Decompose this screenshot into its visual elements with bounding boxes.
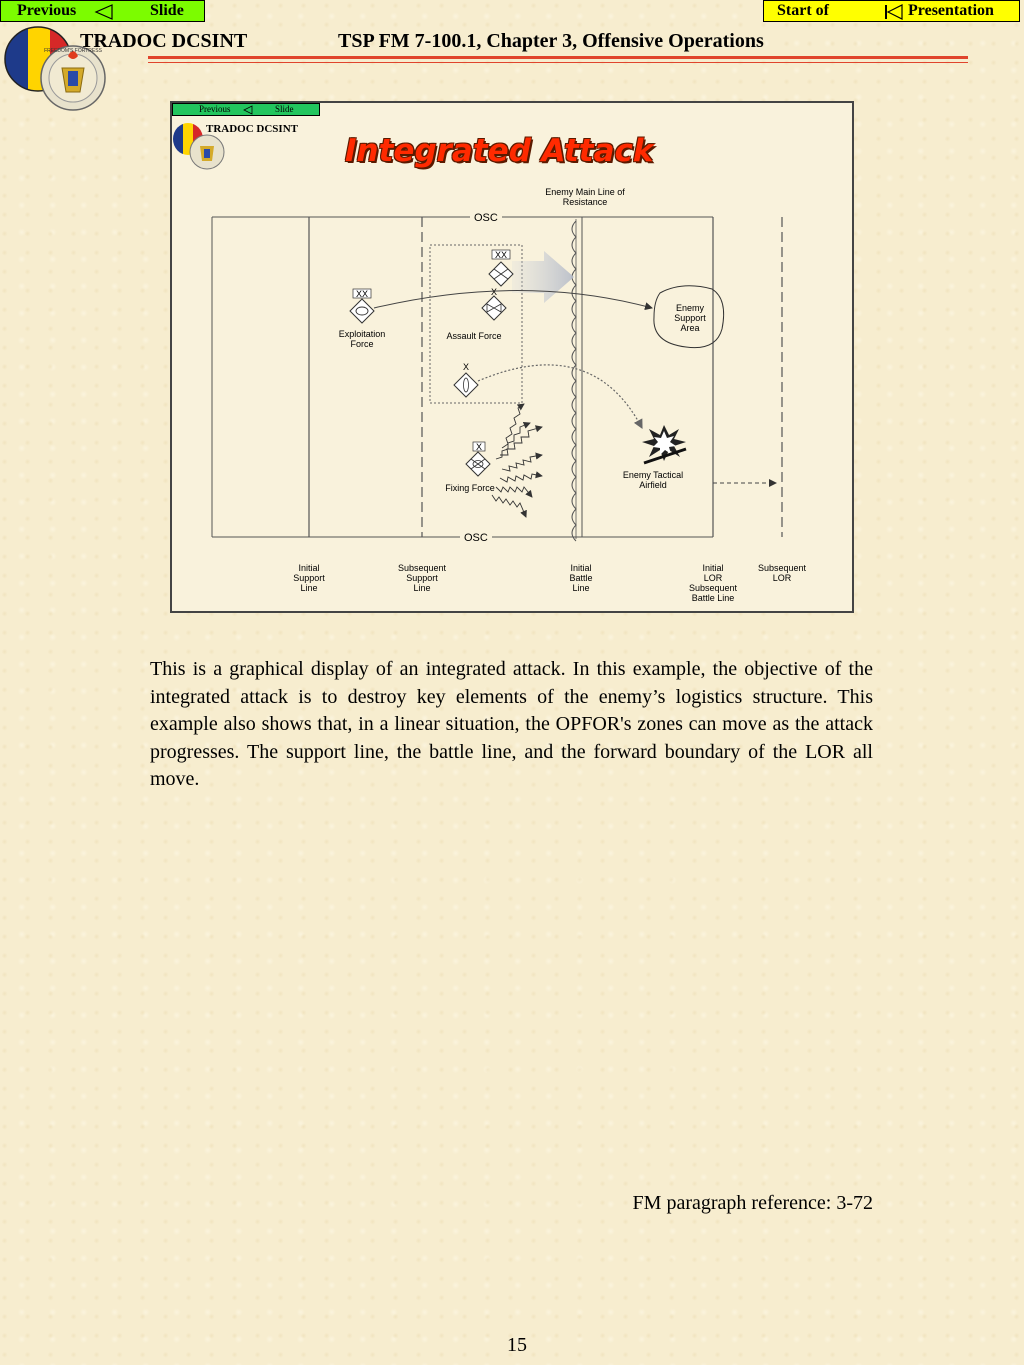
svg-text:FREEDOM'S FORTRESS: FREEDOM'S FORTRESS [44,48,102,54]
assault-force-brigade-symbol [482,296,506,320]
fm-paragraph-reference: FM paragraph reference: 3-72 [632,1192,873,1214]
assault-echelon-mid: X [490,287,497,297]
mini-slide-label: Slide [275,104,294,114]
previous-label: Previous [17,2,77,19]
assault-echelon-low: X [462,362,469,372]
penetration-arrow [512,251,574,303]
initial-support-line-label: Initial Support Line [293,563,325,593]
integrated-attack-diagram [172,103,852,611]
enemy-airfield-label: Enemy Tactical Airfield [622,470,684,490]
exploitation-axis-arrow [374,291,652,309]
exploitation-force-symbol [350,299,374,323]
assault-force-label: Assault Force [446,331,502,341]
subsequent-lor-label: Subsequent LOR [757,563,807,583]
org-name: TRADOC DCSINT [80,30,248,52]
osc-top-label: OSC [470,212,502,224]
previous-slide-button[interactable] [0,0,205,22]
header-rule-thin [148,62,968,63]
fixing-force-label: Fixing Force [445,483,495,493]
exploitation-echelon: XX [355,289,368,299]
osc-bottom-label: OSC [460,532,492,544]
slide-label: Slide [150,2,184,19]
page-number: 15 [507,1334,527,1356]
slide-title: Integrated Attack [345,133,654,169]
first-slide-icon [884,4,904,20]
assault-echelon-top: XX [494,250,507,260]
document-title: TSP FM 7-100.1, Chapter 3, Offensive Operations [338,30,764,52]
fixing-echelon: X [475,442,482,452]
assault-force-aviation-symbol [454,373,478,397]
start-of-presentation-button[interactable] [763,0,1020,22]
initial-lor-label: Initial LOR Subsequent Battle Line [688,563,738,603]
back-triangle-icon [94,4,114,20]
subsequent-support-line-label: Subsequent Support Line [397,563,447,593]
slide-thumbnail [170,101,854,613]
fixing-force-symbol [466,452,490,476]
explanatory-paragraph: This is a graphical display of an integrated attack. In this example, the objective of the integrated attack is to destroy key elements of the enemy’s logistics structure. This example also shows that, in a linear situation, the OPFOR's zones can move as the attack progresses. The support line, the battle line, and the forward boundary of the LOR all move. [150,658,873,790]
enemy-support-area-label: Enemy Support Area [674,303,706,333]
presentation-label: Presentation [908,2,994,19]
airfield-explosion-icon [642,425,686,463]
mini-org-name: TRADOC DCSINT [206,123,298,135]
aviation-strike-arrow [478,365,642,428]
fixing-fires-arrows [492,404,542,517]
start-of-label: Start of [777,2,829,19]
initial-battle-line-label: Initial Battle Line [569,563,593,593]
header-rule-thick [148,56,968,59]
mini-previous-label: Previous [199,104,231,114]
exploitation-force-label: Exploitation Force [338,329,386,349]
assault-force-division-symbol [489,262,513,286]
enemy-mlr-label: Enemy Main Line of Resistance [545,187,625,207]
enemy-mlr-line [572,221,576,541]
